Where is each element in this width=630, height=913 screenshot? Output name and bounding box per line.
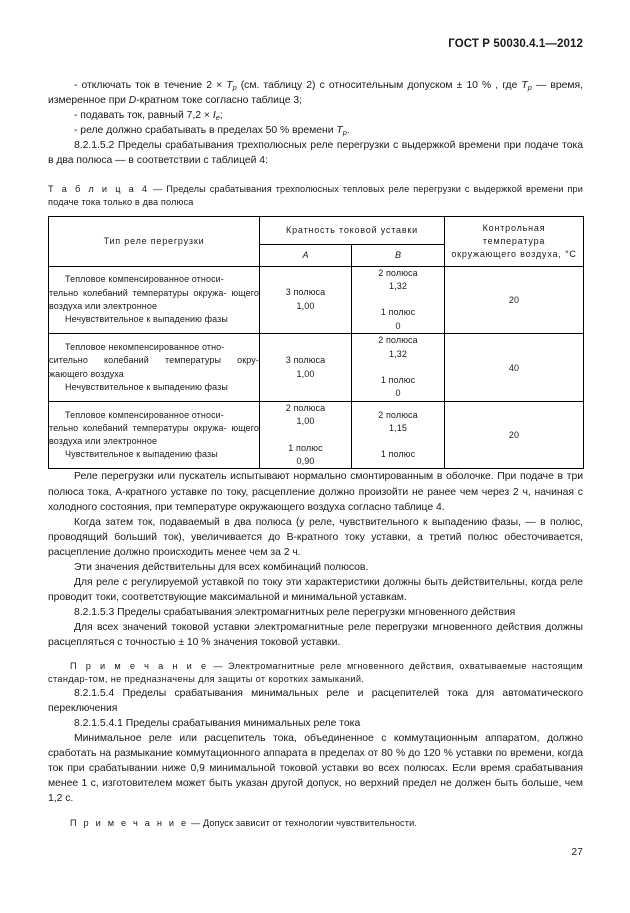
note-text: — Электромагнитные реле мгновенного действия, охватываемые настоящим стандар-том, не предназначены для защиты от коротких замыканий. — [48, 660, 583, 684]
note-label: П р и м е ч а н и е — [70, 818, 189, 829]
clause-8-2-1-5-3: 8.2.1.5.3 Пределы срабатывания электромагнитных реле перегрузки мгновенного действия — [74, 607, 516, 619]
table-header-row-1 — [49, 216, 584, 244]
header-reference-ambient-temperature: Контрольная температура окружающего воздуха, °С — [445, 216, 584, 266]
clause-8-2-1-5-4: 8.2.1.5.4 Пределы срабатывания минимальных реле и расцепителей тока для автоматического переключения — [48, 687, 583, 714]
cell-multiplier-b — [352, 334, 445, 402]
bullet-1-symbol-tp: T — [226, 80, 233, 91]
a-group-2-label: 1 полюс — [288, 442, 323, 453]
cell-temperature: 20 — [445, 266, 584, 334]
b-group-1-value: 1,15 — [389, 422, 407, 433]
cell-temperature: 40 — [445, 334, 584, 402]
cell-multiplier-a — [260, 401, 352, 469]
relay-type-line-4: Нечувствительное к выпадению фазы — [65, 381, 228, 392]
paragraph-undercurrent-relay-limits: Минимальное реле или расцепитель тока, объединенное с коммутационным аппаратом, должно сработать на размыкание коммутационного аппарата в пределах от 80 % до 120 % уставки по времени, когда ток при срабатывании ниже 0,9 минимальной токовой уставки во всех полюсах. Если время срабатывания менее 1 с, изготовителем может быть указан другой допуск, но верхний предел не должен быть больше, чем 1,2 с. — [48, 732, 583, 805]
a-group-1-value: 1,00 — [296, 300, 315, 311]
bullet-1-text-part-3: — время, измеренное при — [48, 80, 583, 107]
bullet-3-text-part-1: - реле должно срабатывать в пределах 50 % времени — [74, 125, 337, 137]
cell-relay-type — [49, 266, 260, 334]
cell-relay-type — [49, 334, 260, 402]
a-group-1-label: 2 полюса — [285, 402, 326, 413]
table-4-caption — [48, 183, 583, 209]
relay-type-line-3: жающего воздуха — [49, 368, 124, 379]
header-current-setting-multiplier: Кратность токовой уставки — [260, 216, 445, 244]
bullet-3-subscript-p: р — [342, 128, 347, 138]
paragraph-two-pole-current-increase: Когда затем ток, подаваемый в два полюса (у реле, чувствительного к выпадению фазы, — в полюс, проводящий больший ток), увеличивается до B-кратного току уставки, а третий полюс обесточивается, расцепление должно происходить менее чем за 2 ч. — [48, 516, 583, 558]
b-group-1-label: 2 полюса — [378, 409, 418, 420]
bullet-2-text-part-2: ; — [219, 110, 223, 122]
bullet-2-subscript-e: e — [215, 113, 220, 123]
page-content — [48, 78, 583, 830]
cell-temperature: 20 — [445, 401, 584, 469]
clause-8-2-1-5-4-1: 8.2.1.5.4.1 Пределы срабатывания минимальных реле тока — [74, 717, 361, 729]
running-head-standard-number: ГОСТ Р 50030.4.1—2012 — [448, 38, 583, 50]
bullet-2-text-part-1: - подавать ток, равный 7,2 × — [74, 110, 213, 122]
cell-relay-type — [49, 401, 260, 469]
header-col-a: A — [260, 244, 352, 266]
note-tolerance-technology — [48, 817, 583, 830]
table-4-overload-relay-operating-limits — [48, 216, 584, 470]
relay-type-line-3: ющего воздуха или электронное — [49, 422, 259, 447]
table-caption-label: Т а б л и ц а 4 — [48, 183, 150, 194]
header-col-b: B — [352, 244, 445, 266]
note-label: П р и м е ч а н и е — [70, 660, 209, 671]
bullet-1-symbol-tp-2: T — [521, 80, 528, 91]
relay-type-line-1: Тепловое компенсированное относи- — [65, 274, 224, 285]
bullet-item-2 — [48, 108, 583, 123]
bullet-3-text-part-2: . — [346, 125, 350, 137]
relay-type-line-2: тельно колебаний температуры окружа- — [49, 287, 227, 298]
b-group-2-label: 1 полюс — [380, 375, 416, 385]
table-header — [49, 216, 584, 266]
table-body — [49, 266, 584, 469]
clause-8-2-1-5-2: 8.2.1.5.2 Пределы срабатывания трехполюсных реле перегрузки с выдержкой времени при подаче тока в два полюса — в соответствии с таблицей 4: — [48, 140, 583, 167]
relay-type-line-1: Тепловое компенсированное относи- — [65, 409, 224, 420]
bullet-3-symbol-tp: T — [336, 125, 343, 137]
table-caption-text: — Пределы срабатывания трехполюсных тепловых реле перегрузки с выдержкой времени при подаче тока только в два полюса — [48, 183, 583, 207]
bullet-1-text-part-1: - отключать ток в течение 2 × — [74, 80, 227, 91]
b-group-1-label: 2 полюса — [378, 267, 418, 278]
bullet-1-text-part-4: -кратном токе согласно таблице 3; — [136, 95, 303, 107]
a-group-1-label: 3 полюса — [285, 355, 326, 366]
b-group-1-label: 2 полюса — [378, 335, 418, 346]
bullet-1-subscript-p-2: р — [527, 83, 532, 93]
bullet-2-symbol-i: I — [212, 110, 216, 122]
bullet-item-3 — [48, 123, 583, 138]
paragraph-values-valid-all-combinations: Эти значения действительны для всех комбинаций полюсов. — [74, 562, 369, 573]
b-group-2-label: 1 полюс — [380, 307, 416, 318]
page-number: 27 — [571, 847, 583, 858]
b-group-2-value: 0 — [395, 320, 401, 331]
cell-multiplier-a — [260, 266, 352, 334]
a-group-2-value: 0,90 — [296, 456, 315, 467]
cell-multiplier-a — [260, 334, 352, 402]
a-group-1-label: 3 полюса — [285, 287, 326, 298]
table-row — [49, 401, 584, 469]
cell-multiplier-b — [352, 266, 445, 334]
relay-type-line-1: Тепловое некомпенсированное отно- — [65, 342, 225, 353]
b-group-1-value: 1,32 — [389, 280, 407, 291]
header-relay-type: Тип реле перегрузки — [49, 216, 260, 266]
b-group-1-value: 1,32 — [389, 348, 407, 359]
relay-type-line-2: тельно колебаний температуры окружа- — [49, 422, 227, 433]
a-group-1-value: 1,00 — [296, 368, 315, 379]
relay-type-line-3: ющего воздуха или электронное — [49, 287, 259, 311]
bullet-1-symbol-d: D — [128, 95, 137, 107]
relay-type-line-2: сительно колебаний температуры окру- — [49, 355, 259, 366]
cell-multiplier-b — [352, 401, 445, 469]
bullet-1-subscript-p: р — [232, 83, 237, 93]
table-row — [49, 334, 584, 402]
table-row — [49, 266, 584, 334]
a-group-1-value: 1,00 — [296, 416, 315, 427]
b-group-2-label: 1 полюс — [380, 449, 416, 460]
relay-type-line-4: Нечувствительное к выпадению фазы — [65, 314, 228, 325]
paragraph-instantaneous-tolerance: Для всех значений токовой уставки электромагнитные реле перегрузки мгновенного действия должны расцепляться с точностью ± 10 % значения токовой уставки. — [48, 622, 583, 649]
bullet-1-text-part-2: (см. таблицу 2) с относительным допуском ± 10 % , где — [236, 80, 522, 91]
paragraph-adjustable-setting-relays: Для реле с регулируемой уставкой по току эти характеристики должны быть действительны, когда реле проводит токи, соответствующие максимальной и минимальной уставкам. — [48, 577, 583, 604]
relay-type-line-4: Чувствительное к выпадению фазы — [65, 449, 218, 460]
note-text: — Допуск зависит от технологии чувствительности. — [188, 818, 418, 829]
note-instantaneous-relays — [48, 660, 583, 686]
b-group-2-value: 0 — [395, 388, 401, 399]
paragraph-relay-mounting-test: Реле перегрузки или пускатель испытывают нормально смонтированным в оболочке. При подаче в три полюса тока, A-кратного уставке по току, расцепление должно произойти не ранее чем через 2 ч, начиная с холодного состояния, при температуре окружающего воздуха согласно таблице 4. — [48, 471, 583, 513]
bullet-item-1 — [48, 78, 583, 108]
